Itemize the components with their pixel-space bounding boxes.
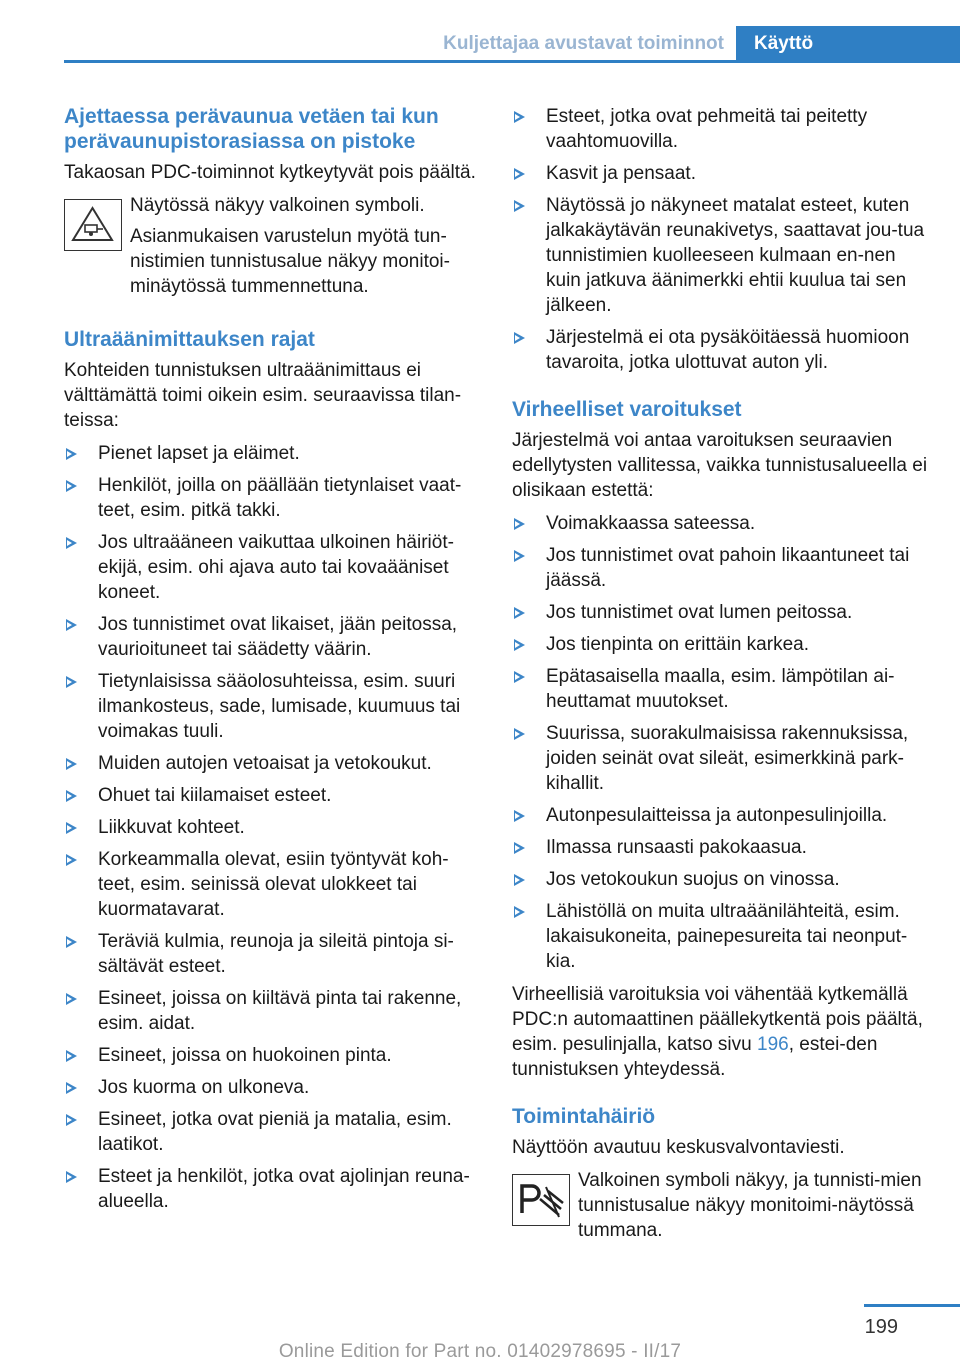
limits-list: [64, 441, 482, 1214]
list-item: Tietynlaisissa sääolosuhteissa, esim. suuri ilmankosteus, sade, lumisade, kuumuus tai voimakas tuuli.: [64, 669, 482, 744]
triangle-bullet-icon: [514, 168, 525, 180]
paragraph-trailer: Takaosan PDC-toiminnot kytkeytyvät pois päältä.: [64, 162, 476, 183]
triangle-bullet-icon: [514, 550, 525, 562]
paragraph-reduce-warnings: Virheellisiä varoituksia voi vähentää kytkemällä PDC:n automaattinen päällekytkentä pois päältä, esim. pesulinjalla, katso sivu 196, estei-den tunnistuksen yhteydessä.: [512, 984, 923, 1080]
triangle-bullet-icon: [66, 854, 77, 866]
triangle-bullet-icon: [514, 810, 525, 822]
paragraph-false-warnings: Järjestelmä voi antaa varoituksen seuraavien edellytysten vallitessa, vaikka tunnistusalueella ei olisikaan estettä:: [512, 430, 928, 501]
triangle-bullet-icon: [66, 1050, 77, 1062]
triangle-bullet-icon: [66, 790, 77, 802]
triangle-bullet-icon: [514, 200, 525, 212]
list-item: Korkeammalla olevat, esiin työntyvät koh-teet, esim. seinissä olevat ulokkeet tai kuormatavarat.: [64, 847, 482, 922]
page-header: [0, 26, 960, 62]
triangle-bullet-icon: [514, 607, 525, 619]
symbol-text-malfunction: Valkoinen symboli näkyy, ja tunnisti-mien tunnistusalue näkyy monitoimi-näytössä tummana.: [578, 1170, 922, 1241]
list-item: Esineet, jotka ovat pieniä ja matalia, esim. laatikot.: [64, 1107, 482, 1157]
list-item: Jos tunnistimet ovat likaiset, jään peitossa, vaurioituneet tai säädetty väärin.: [64, 612, 482, 662]
footer-rule: [864, 1304, 960, 1307]
triangle-bullet-icon: [514, 842, 525, 854]
triangle-bullet-icon: [66, 619, 77, 631]
list-item: Jos tunnistimet ovat lumen peitossa.: [512, 600, 930, 625]
chapter-tab: Käyttö: [736, 26, 960, 62]
triangle-bullet-icon: [514, 874, 525, 886]
list-item: Näytössä jo näkyneet matalat esteet, kuten jalkakäytävän reunakivetys, saattavat jou-tua tunnistimien kuolleeseen kulmaan en-nen kuin jatkuva äänimerkki ehtii kuulua tai sen jälkeen.: [512, 193, 930, 318]
header-rule: [64, 60, 960, 63]
list-item: Suurissa, suorakulmaisissa rakennuksissa, joiden seinät ovat sileät, esimerkkinä park-kihallit.: [512, 721, 930, 796]
triangle-bullet-icon: [66, 448, 77, 460]
list-item: Kasvit ja pensaat.: [512, 161, 930, 186]
triangle-bullet-icon: [514, 111, 525, 123]
list-item: Esteet ja henkilöt, jotka ovat ajolinjan reuna-alueella.: [64, 1164, 482, 1214]
triangle-bullet-icon: [514, 639, 525, 651]
list-item: Ohuet tai kiilamaiset esteet.: [64, 783, 482, 808]
list-item: Ilmassa runsaasti pakokaasua.: [512, 835, 930, 860]
section-title: Kuljettajaa avustavat toiminnot: [443, 33, 724, 54]
list-item: Voimakkaassa sateessa.: [512, 511, 930, 536]
list-item: Muiden autojen vetoaisat ja vetokoukut.: [64, 751, 482, 776]
paragraph-limits: Kohteiden tunnistuksen ultraäänimittaus ei välttämättä toimi oikein esim. seuraavissa tilan-teissa:: [64, 360, 462, 431]
triangle-bullet-icon: [66, 1171, 77, 1183]
list-item: Teräviä kulmia, reunoja ja sileitä pintoja si-sältävät esteet.: [64, 929, 482, 979]
list-item: Esineet, joissa on huokoinen pinta.: [64, 1043, 482, 1068]
heading-trailer: Ajettaessa perävaunua vetäen tai kun perävaunupistorasiassa on pistoke: [64, 105, 439, 153]
list-item: Pienet lapset ja eläimet.: [64, 441, 482, 466]
triangle-bullet-icon: [66, 1082, 77, 1094]
limits-list-continued: [512, 104, 930, 375]
triangle-bullet-icon: [514, 332, 525, 344]
triangle-bullet-icon: [514, 728, 525, 740]
triangle-bullet-icon: [66, 758, 77, 770]
triangle-bullet-icon: [66, 822, 77, 834]
symbol-text-1: Näytössä näkyy valkoinen symboli.: [130, 195, 425, 216]
triangle-bullet-icon: [66, 993, 77, 1005]
list-item: Jos tunnistimet ovat pahoin likaantuneet tai jäässä.: [512, 543, 930, 593]
pdc-malfunction-icon: [512, 1174, 570, 1226]
triangle-bullet-icon: [514, 518, 525, 530]
list-item: Autonpesulaitteissa ja autonpesulinjoilla.: [512, 803, 930, 828]
symbol-note-trailer: [64, 193, 482, 299]
list-item: Henkilöt, joilla on päällään tietynlaiset vaat-teet, esim. pitkä takki.: [64, 473, 482, 523]
list-item: Jos tienpinta on erittäin karkea.: [512, 632, 930, 657]
heading-malfunction: Toimintahäiriö: [512, 1105, 656, 1128]
list-item: Jos kuorma on ulkoneva.: [64, 1075, 482, 1100]
triangle-bullet-icon: [66, 1114, 77, 1126]
list-item: Järjestelmä ei ota pysäköitäessä huomioon tavaroita, jotka ulottuvat auton yli.: [512, 325, 930, 375]
left-column: [64, 104, 482, 1222]
list-item: Liikkuvat kohteet.: [64, 815, 482, 840]
trailer-warning-icon: [64, 199, 122, 251]
triangle-bullet-icon: [66, 480, 77, 492]
triangle-bullet-icon: [66, 676, 77, 688]
list-item: Jos vetokoukun suojus on vinossa.: [512, 867, 930, 892]
heading-false-warnings: Virheelliset varoitukset: [512, 398, 742, 421]
list-item: Esteet, jotka ovat pehmeitä tai peitetty vaahtomuovilla.: [512, 104, 930, 154]
list-item: Epätasaisella maalla, esim. lämpötilan ai-heuttamat muutokset.: [512, 664, 930, 714]
right-column: [512, 104, 930, 1249]
triangle-bullet-icon: [66, 936, 77, 948]
list-item: Esineet, joissa on kiiltävä pinta tai rakenne, esim. aidat.: [64, 986, 482, 1036]
triangle-bullet-icon: [66, 537, 77, 549]
edition-note: Online Edition for Part no. 01402978695 - II/17: [278, 1341, 682, 1362]
false-warnings-list: [512, 511, 930, 974]
symbol-text-2: Asianmukaisen varustelun myötä tun-nistimien tunnistusalue näkyy monitoi-minäytössä tummennettuna.: [130, 226, 450, 297]
page-footer: [0, 1304, 960, 1362]
list-item: Jos ultraääneen vaikuttaa ulkoinen häiriöt-ekijä, esim. ohi ajava auto tai kovaääniset koneet.: [64, 530, 482, 605]
page-reference-link[interactable]: 196: [757, 1034, 789, 1055]
list-item: Lähistöllä on muita ultraäänilähteitä, esim. lakaisukoneita, painepesureita tai neonput-kia.: [512, 899, 930, 974]
paragraph-malfunction: Näyttöön avautuu keskusvalvontaviesti.: [512, 1137, 845, 1158]
symbol-note-malfunction: [512, 1168, 930, 1243]
heading-limits: Ultraäänimittauksen rajat: [64, 328, 315, 351]
triangle-bullet-icon: [514, 671, 525, 683]
triangle-bullet-icon: [514, 906, 525, 918]
page-number: 199: [864, 1316, 898, 1338]
